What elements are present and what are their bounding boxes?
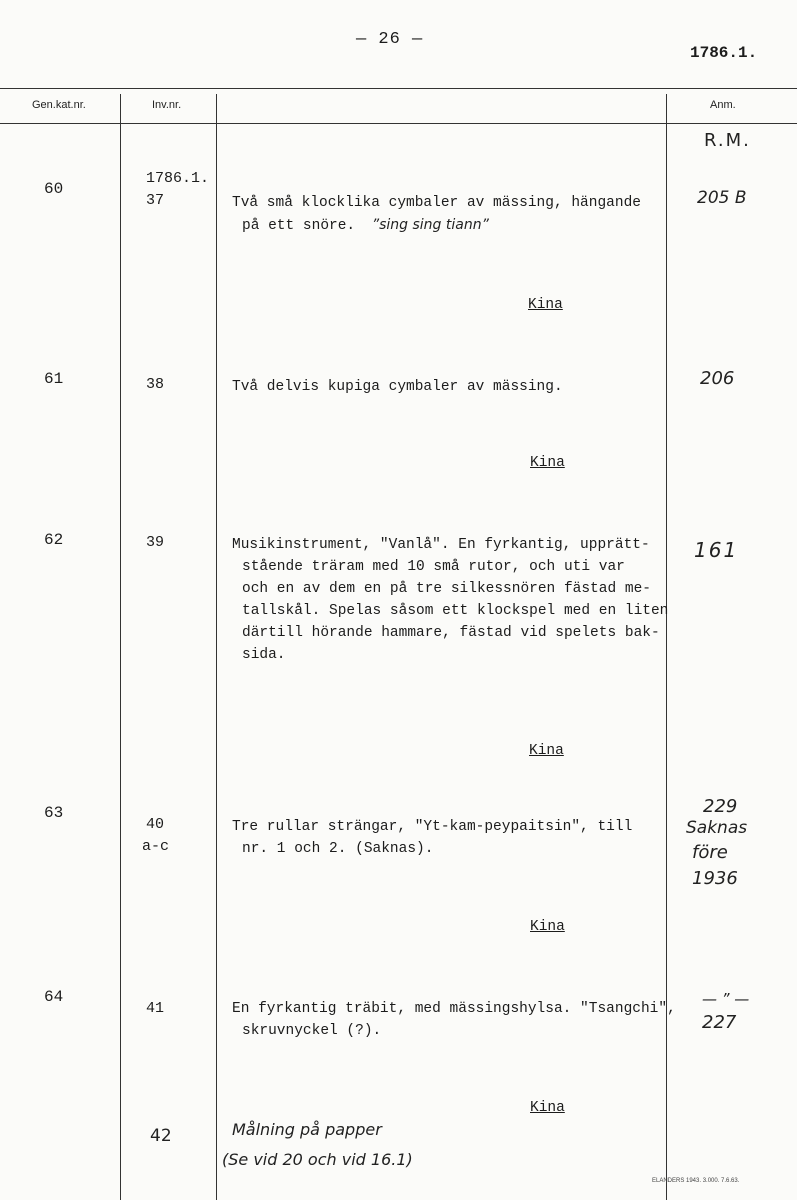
description-line: tallskål. Spelas såsom ett klockspel med en liten (242, 603, 669, 619)
handwritten-line: Målning på papper (232, 1120, 382, 1139)
description-line: därtill hörande hammare, fästad vid spelets bak- (242, 625, 660, 641)
description-line: sida. (242, 647, 286, 663)
origin-label: Kina (528, 297, 563, 313)
inv-nr-39: 39 (146, 534, 165, 551)
inv-nr-40: 40 (146, 816, 165, 833)
description-61 (232, 376, 672, 398)
description-60 (232, 192, 672, 237)
anm-note-year: 1936 (692, 868, 738, 889)
description-64 (232, 998, 676, 1042)
description-line: En fyrkantig träbit, med mässingshylsa. "Tsangchi", (232, 1001, 676, 1017)
description-63 (232, 816, 672, 860)
description-line: skruvnyckel (?). (242, 1023, 382, 1039)
gen-kat-nr-61: 61 (44, 370, 64, 388)
description-line: Tre rullar strängar, "Yt-kam-peypaitsin", till (232, 819, 633, 835)
inv-nr-41: 41 (146, 1000, 165, 1017)
column-header-gen-kat-nr: Gen.kat.nr. (32, 99, 86, 111)
column-divider-inv (216, 94, 217, 1200)
handwritten-note: ”sing sing tiann” (371, 217, 489, 233)
anm-note-saknas: Saknas (686, 818, 748, 838)
inv-nr-42: 42 (150, 1126, 172, 1146)
description-line: stående träram med 10 små rutor, och uti var (242, 559, 625, 575)
description-line: Två delvis kupiga cymbaler av mässing. (232, 379, 563, 395)
anm-note-ditto: — ” — (702, 990, 750, 1008)
description-line: Musikinstrument, "Vanlå". En fyrkantig, upprätt- (232, 537, 650, 553)
remark-rm: R.M. (704, 130, 751, 151)
description-line: nr. 1 och 2. (Saknas). (242, 841, 434, 857)
origin-label: Kina (530, 455, 565, 471)
origin-label: Kina (530, 1100, 565, 1116)
gen-kat-nr-63: 63 (44, 804, 64, 822)
gen-kat-nr-64: 64 (44, 988, 64, 1006)
table-top-rule (0, 88, 797, 89)
gen-kat-nr-62: 62 (44, 531, 64, 549)
inv-prefix: 1786.1. (146, 170, 210, 187)
accession-reference: 1786.1. (690, 44, 758, 62)
column-divider-gen (120, 94, 121, 1200)
column-header-anm: Anm. (710, 99, 736, 111)
inv-nr-sub: a-c (142, 838, 170, 855)
origin-label: Kina (529, 743, 564, 759)
anm-note: 227 (702, 1012, 737, 1033)
handwritten-line: (Se vid 20 och vid 16.1) (222, 1150, 413, 1169)
gen-kat-nr-60: 60 (44, 180, 64, 198)
anm-note: 229 (703, 796, 738, 817)
anm-note: 206 (700, 368, 735, 389)
inv-nr-37: 37 (146, 192, 165, 209)
printer-imprint: ELANDERS 1943. 3.000. 7.6.63. (652, 1178, 740, 1184)
description-line: på ett snöre. ”sing sing tiann” (242, 217, 489, 234)
inv-nr-38: 38 (146, 376, 165, 393)
anm-note: 205 B (697, 188, 747, 208)
page-number: — 26 — (356, 30, 424, 49)
description-line: Två små klocklika cymbaler av mässing, hängande (232, 195, 641, 211)
origin-label: Kina (530, 919, 565, 935)
anm-note-fore: före (692, 842, 728, 863)
description-62 (232, 534, 672, 666)
column-header-inv-nr: Inv.nr. (152, 99, 182, 111)
description-line: och en av dem en på tre silkessnören fästad me- (242, 581, 651, 597)
anm-note: 161 (694, 538, 739, 562)
